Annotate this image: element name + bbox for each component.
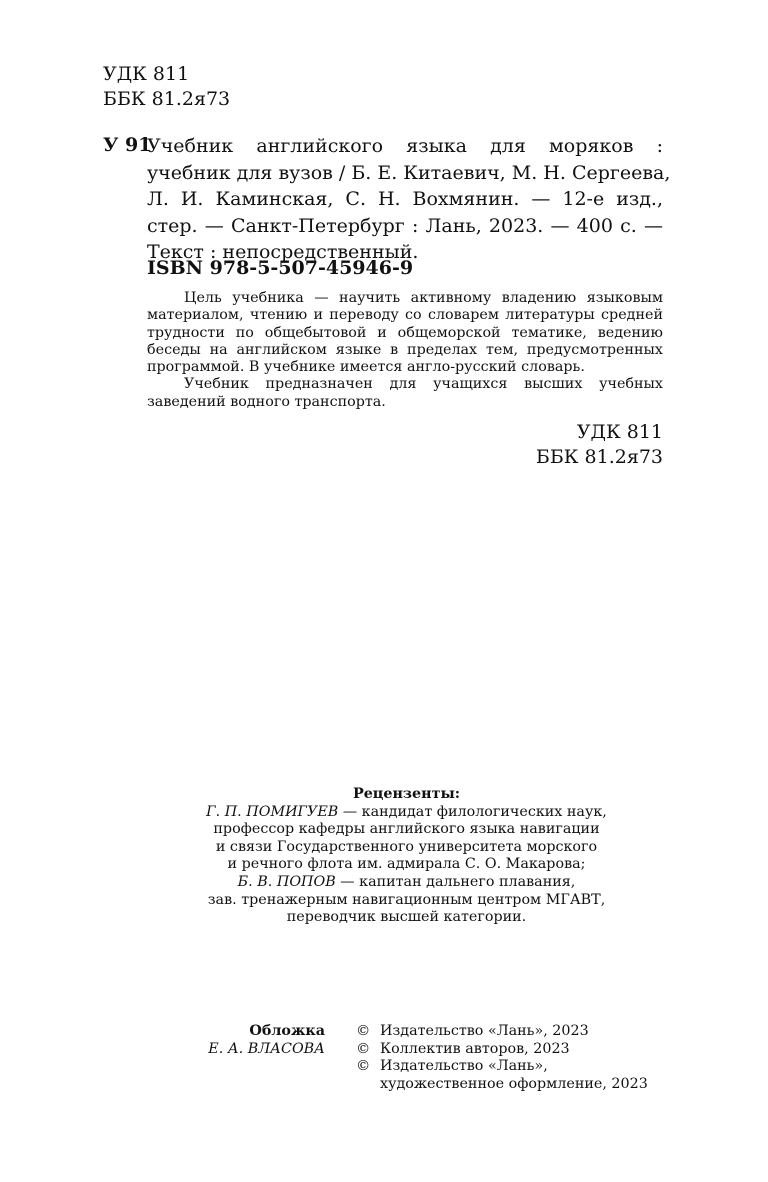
abstract-line: заведений водного транспорта. bbox=[147, 393, 386, 410]
reviewer-1-line: профессор кафедры английского языка навигации bbox=[213, 821, 600, 838]
abstract-line: программой. В учебнике имеется англо-русский словарь. bbox=[147, 359, 585, 376]
copyright-text: Издательство «Лань», bbox=[380, 1058, 548, 1075]
copyright-text: художественное оформление, 2023 bbox=[380, 1075, 648, 1092]
top-udk-code: УДК 811 bbox=[103, 63, 190, 85]
biblio-line: Учебник английского языка для моряков : bbox=[147, 135, 663, 157]
reviewer-1-line bbox=[150, 804, 663, 822]
cover-artist: Е. А. ВЛАСОВА bbox=[208, 1040, 325, 1057]
top-classification-codes bbox=[103, 62, 230, 112]
biblio-line: учебник для вузов / Б. Е. Китаевич, М. Н. Сергеева, bbox=[147, 161, 671, 184]
copyright-text: Издательство «Лань», 2023 bbox=[380, 1023, 589, 1039]
bottom-classification-codes bbox=[536, 420, 663, 470]
biblio-line: Текст : непосредственный. bbox=[147, 241, 419, 263]
bottom-udk-code: УДК 811 bbox=[576, 421, 663, 443]
reviewer-1-line: и речного флота им. адмирала С. О. Макарова; bbox=[227, 856, 586, 873]
reviewer-1-role: — кандидат филологических наук, bbox=[338, 803, 607, 820]
abstract-line: Цель учебника — научить активному владению языковым bbox=[184, 290, 663, 306]
biblio-line: Л. И. Каминская, С. Н. Вохмянин. — 12-е изд., bbox=[147, 188, 663, 210]
reviewer-2-role: — капитан дальнего плавания, bbox=[335, 873, 576, 890]
biblio-line: стер. — Санкт-Петербург : Лань, 2023. — 400 с. — bbox=[147, 214, 663, 237]
bibliographic-record bbox=[147, 133, 671, 266]
copyright-icon: © bbox=[356, 1023, 371, 1039]
abstract bbox=[147, 290, 663, 411]
isbn: ISBN 978-5-507-45946-9 bbox=[147, 257, 414, 279]
abstract-line: материалом, чтению и переводу со словарем литературы средней bbox=[147, 307, 663, 324]
copyright-icon: © bbox=[356, 1058, 371, 1075]
reviewers-block bbox=[150, 786, 663, 927]
abstract-line: беседы на английском языке в пределах тем, предусмотренных bbox=[147, 341, 663, 358]
reviewer-1-name: Г. П. ПОМИГУЕВ bbox=[206, 803, 339, 820]
copyright-text: Коллектив авторов, 2023 bbox=[380, 1040, 570, 1057]
abstract-line: трудности по общебытовой и общеморской тематике, ведению bbox=[147, 324, 663, 341]
copyright-icon: © bbox=[356, 1040, 371, 1057]
cover-credit bbox=[150, 1023, 325, 1058]
abstract-line: Учебник предназначен для учащихся высших учебных bbox=[184, 376, 663, 393]
reviewer-2-line: переводчик высшей категории. bbox=[286, 909, 527, 926]
copyright-row-continued bbox=[356, 1076, 648, 1094]
call-number: У 91 bbox=[103, 134, 152, 156]
copyright-block bbox=[356, 1023, 648, 1093]
bottom-bbk-code: ББК 81.2я73 bbox=[535, 446, 663, 468]
reviewer-1-line: и связи Государственного университета морского bbox=[215, 838, 598, 855]
top-bbk-code: ББК 81.2я73 bbox=[103, 88, 231, 110]
cover-label: Обложка bbox=[249, 1023, 325, 1039]
reviewer-2-name: Б. В. ПОПОВ bbox=[237, 873, 336, 890]
copyright-row bbox=[356, 1041, 648, 1059]
reviewer-2-line: зав. тренажерным навигационным центром МГАВТ, bbox=[207, 891, 606, 908]
reviewer-2-line bbox=[150, 874, 663, 892]
copyright-row bbox=[356, 1058, 648, 1076]
copyright-row bbox=[356, 1023, 648, 1041]
reviewers-title: Рецензенты: bbox=[352, 786, 461, 802]
